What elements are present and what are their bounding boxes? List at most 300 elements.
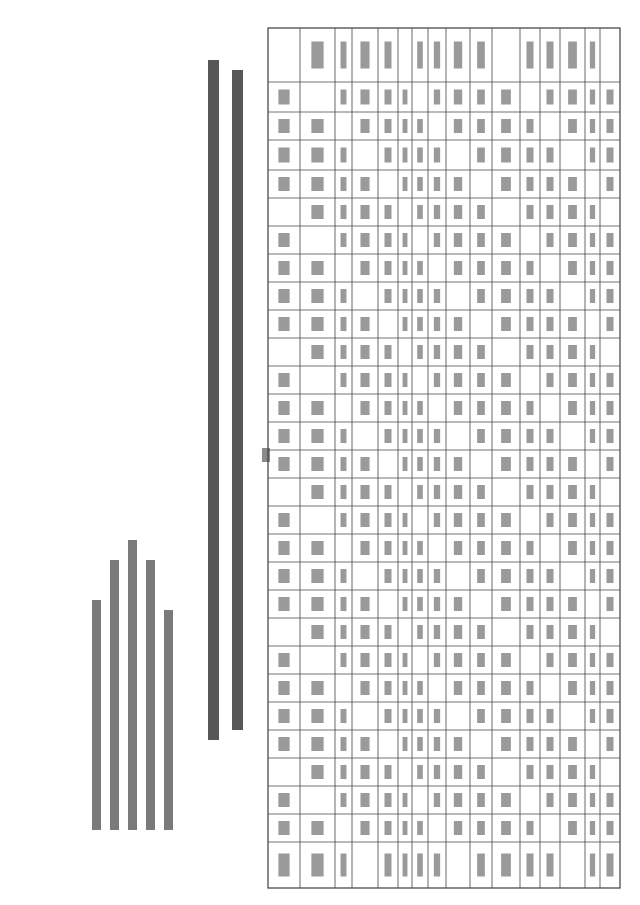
table-cell-ink <box>278 793 289 807</box>
table-cell-ink <box>454 90 462 105</box>
table-cell-ink <box>311 148 323 163</box>
table-cell-ink <box>547 737 554 751</box>
table-cell-ink <box>454 765 462 779</box>
table-cell-ink <box>590 625 595 639</box>
table-cell-ink <box>341 737 347 751</box>
table-cell-ink <box>527 119 534 133</box>
table-cell-ink <box>434 597 440 611</box>
table-cell-ink <box>501 317 511 331</box>
table-cell-ink <box>403 793 408 807</box>
table-cell-ink <box>477 681 485 695</box>
table-cell-ink <box>341 148 347 163</box>
table-cell-ink <box>360 821 369 835</box>
table-cell-ink <box>434 90 440 105</box>
table-cell-ink <box>568 485 577 499</box>
table-cell-ink <box>311 261 323 275</box>
table-cell-ink <box>590 401 595 415</box>
table-cell-ink <box>403 821 408 835</box>
table-cell-ink <box>590 429 595 443</box>
table-cell-ink <box>278 289 289 303</box>
table-cell-ink <box>590 289 595 303</box>
table-cell-ink <box>590 569 595 583</box>
table-cell-ink <box>385 42 392 69</box>
table-cell-ink <box>360 597 369 611</box>
table-cell-ink <box>311 119 323 133</box>
table-cell-ink <box>341 709 347 723</box>
table-cell-ink <box>527 457 534 471</box>
table-cell-ink <box>547 345 554 359</box>
table-cell-ink <box>527 597 534 611</box>
table-cell-ink <box>341 233 347 247</box>
table-cell-ink <box>590 653 595 667</box>
table-cell-ink <box>501 119 511 133</box>
table-cell-ink <box>547 569 554 583</box>
table-cell-ink <box>311 317 323 331</box>
table-cell-ink <box>360 261 369 275</box>
table-cell-ink <box>527 289 534 303</box>
table-cell-ink <box>434 513 440 527</box>
table-cell-ink <box>434 42 440 69</box>
table-cell-ink <box>417 457 423 471</box>
table-cell-ink <box>278 821 289 835</box>
table-cell-ink <box>311 401 323 415</box>
table-cell-ink <box>454 597 462 611</box>
table-cell-ink <box>434 653 440 667</box>
table-cell-ink <box>360 177 369 191</box>
table-cell-ink <box>311 345 323 359</box>
table-cell-ink <box>607 289 614 303</box>
table-cell-ink <box>341 625 347 639</box>
table-cell-ink <box>590 485 595 499</box>
table-cell-ink <box>434 765 440 779</box>
table-cell-ink <box>403 681 408 695</box>
table-cell-ink <box>477 401 485 415</box>
table-cell-ink <box>527 854 534 877</box>
table-cell-ink <box>341 513 347 527</box>
table-cell-ink <box>417 119 423 133</box>
table-cell-ink <box>385 513 392 527</box>
table-cell-ink <box>278 119 289 133</box>
table-cell-ink <box>590 709 595 723</box>
table-cell-ink <box>527 737 534 751</box>
table-cell-ink <box>607 90 614 105</box>
table-cell-ink <box>590 793 595 807</box>
table-cell-ink <box>527 345 534 359</box>
table-cell-ink <box>477 233 485 247</box>
table-cell-ink <box>278 569 289 583</box>
table-cell-ink <box>341 569 347 583</box>
table-cell-ink <box>547 90 554 105</box>
table-cell-ink <box>547 177 554 191</box>
table-cell-ink <box>477 429 485 443</box>
table-cell-ink <box>547 597 554 611</box>
table-cell-ink <box>568 401 577 415</box>
table-cell-ink <box>385 289 392 303</box>
table-cell-ink <box>341 42 347 69</box>
table-cell-ink <box>527 681 534 695</box>
table-cell-ink <box>403 401 408 415</box>
table-cell-ink <box>501 289 511 303</box>
table-cell-ink <box>568 513 577 527</box>
table-cell-ink <box>501 821 511 835</box>
table-cell-ink <box>547 513 554 527</box>
table-cell-ink <box>403 597 408 611</box>
table-cell-ink <box>385 653 392 667</box>
table-cell-ink <box>590 119 595 133</box>
table-cell-ink <box>607 261 614 275</box>
table-cell-ink <box>527 709 534 723</box>
table-cell-ink <box>403 261 408 275</box>
title-block <box>208 60 243 740</box>
table-cell-ink <box>547 793 554 807</box>
table-cell-ink <box>590 541 595 555</box>
table-cell-ink <box>501 793 511 807</box>
table-cell-ink <box>278 373 289 387</box>
table-cell-ink <box>278 90 289 105</box>
table-cell-ink <box>607 457 614 471</box>
table-cell-ink <box>527 261 534 275</box>
table-cell-ink <box>311 541 323 555</box>
table-cell-ink <box>527 429 534 443</box>
table-cell-ink <box>278 148 289 163</box>
table-cell-ink <box>501 261 511 275</box>
table-cell-ink <box>385 261 392 275</box>
table-cell-ink <box>417 148 423 163</box>
table-cell-ink <box>568 625 577 639</box>
table-cell-ink <box>403 148 408 163</box>
table-cell-ink <box>501 90 511 105</box>
table-cell-ink <box>385 485 392 499</box>
table-cell-ink <box>417 401 423 415</box>
table-cell-ink <box>568 597 577 611</box>
table-cell-ink <box>590 148 595 163</box>
table-cell-ink <box>547 42 554 69</box>
table-cell-ink <box>501 737 511 751</box>
table-cell-ink <box>501 177 511 191</box>
table-cell-ink <box>454 205 462 219</box>
table-cell-ink <box>590 373 595 387</box>
table-cell-ink <box>434 233 440 247</box>
table-cell-ink <box>454 681 462 695</box>
table-cell-ink <box>477 793 485 807</box>
table-cell-ink <box>454 317 462 331</box>
table-cell-ink <box>607 597 614 611</box>
table-cell-ink <box>454 42 462 69</box>
table-cell-ink <box>403 373 408 387</box>
table-cell-ink <box>403 289 408 303</box>
table-cell-ink <box>278 177 289 191</box>
table-cell-ink <box>434 625 440 639</box>
table-cell-ink <box>477 148 485 163</box>
table-cell-ink <box>360 317 369 331</box>
table-cell-ink <box>527 177 534 191</box>
table-cell-ink <box>278 653 289 667</box>
table-cell-ink <box>311 429 323 443</box>
table-cell-ink <box>568 765 577 779</box>
table-cell-ink <box>607 148 614 163</box>
table-cell-ink <box>477 541 485 555</box>
table-cell-ink <box>568 457 577 471</box>
table-cell-ink <box>417 597 423 611</box>
table-cell-ink <box>341 457 347 471</box>
table-cell-ink <box>547 148 554 163</box>
table-cell-ink <box>311 737 323 751</box>
table-cell-ink <box>454 513 462 527</box>
table-cell-ink <box>434 317 440 331</box>
table-cell-ink <box>454 177 462 191</box>
table-cell-ink <box>547 653 554 667</box>
table-cell-ink <box>360 233 369 247</box>
table-cell-ink <box>454 401 462 415</box>
table-cell-ink <box>278 317 289 331</box>
table-cell-ink <box>454 373 462 387</box>
table-cell-ink <box>434 737 440 751</box>
table-cell-ink <box>311 289 323 303</box>
table-cell-ink <box>403 737 408 751</box>
table-cell-ink <box>278 681 289 695</box>
table-cell-ink <box>278 709 289 723</box>
table-cell-ink <box>547 205 554 219</box>
table-cell-ink <box>454 821 462 835</box>
table-cell-ink <box>417 821 423 835</box>
table-cell-ink <box>385 205 392 219</box>
table-cell-ink <box>385 569 392 583</box>
table-cell-ink <box>454 653 462 667</box>
table-cell-ink <box>311 569 323 583</box>
table-cell-ink <box>360 401 369 415</box>
table-cell-ink <box>360 373 369 387</box>
table-cell-ink <box>501 597 511 611</box>
table-cell-ink <box>477 569 485 583</box>
table-cell-ink <box>385 854 392 877</box>
table-cell-ink <box>454 737 462 751</box>
table-cell-ink <box>417 709 423 723</box>
table-cell-ink <box>547 854 554 877</box>
table-cell-ink <box>360 119 369 133</box>
table-cell-ink <box>568 681 577 695</box>
table-cell-ink <box>590 854 595 877</box>
table-cell-ink <box>311 681 323 695</box>
table-cell-ink <box>434 569 440 583</box>
table-cell-ink <box>341 90 347 105</box>
table-cell-ink <box>434 148 440 163</box>
table-cell-ink <box>477 261 485 275</box>
table-cell-ink <box>607 233 614 247</box>
table-cell-ink <box>417 177 423 191</box>
table-cell-ink <box>607 317 614 331</box>
table-cell-ink <box>454 233 462 247</box>
table-cell-ink <box>360 345 369 359</box>
table-cell-ink <box>311 42 323 69</box>
table-cell-ink <box>311 205 323 219</box>
table-cell-ink <box>341 345 347 359</box>
table-cell-ink <box>278 513 289 527</box>
table-cell-ink <box>434 205 440 219</box>
table-cell-ink <box>278 597 289 611</box>
table-cell-ink <box>311 709 323 723</box>
table-cell-ink <box>527 42 534 69</box>
table-cell-ink <box>417 737 423 751</box>
table-cell-ink <box>403 119 408 133</box>
table-cell-ink <box>454 541 462 555</box>
table-cell-ink <box>547 289 554 303</box>
table-cell-ink <box>278 854 289 877</box>
table-cell-ink <box>547 373 554 387</box>
table-cell-ink <box>360 681 369 695</box>
table-cell-ink <box>568 119 577 133</box>
table-cell-ink <box>607 681 614 695</box>
table-cell-ink <box>360 513 369 527</box>
table-cell-ink <box>341 429 347 443</box>
table-cell-ink <box>434 457 440 471</box>
table-cell-ink <box>607 401 614 415</box>
table-cell-ink <box>385 373 392 387</box>
table-cell-ink <box>341 485 347 499</box>
table-cell-ink <box>568 177 577 191</box>
table-cell-ink <box>568 261 577 275</box>
table-cell-ink <box>590 42 595 69</box>
table-cell-ink <box>501 401 511 415</box>
table-cell-ink <box>278 429 289 443</box>
table-cell-ink <box>547 625 554 639</box>
table-cell-ink <box>477 765 485 779</box>
table-cell-ink <box>434 854 440 877</box>
table-cell-ink <box>568 653 577 667</box>
table-cell-ink <box>477 42 485 69</box>
table-cell-ink <box>417 42 423 69</box>
table-cell-ink <box>527 821 534 835</box>
table-cell-ink <box>590 765 595 779</box>
table-cell-ink <box>311 821 323 835</box>
table-cell-ink <box>477 709 485 723</box>
table-cell-ink <box>501 709 511 723</box>
table-cell-ink <box>360 765 369 779</box>
table-cell-ink <box>547 233 554 247</box>
table-cell-ink <box>278 541 289 555</box>
table-cell-ink <box>568 737 577 751</box>
table-cell-ink <box>360 90 369 105</box>
table-cell-ink <box>417 569 423 583</box>
table-cell-ink <box>403 709 408 723</box>
table-cell-ink <box>385 345 392 359</box>
table-cell-ink <box>607 854 614 877</box>
table-cell-ink <box>341 317 347 331</box>
table-cell-ink <box>434 177 440 191</box>
table-cell-ink <box>477 653 485 667</box>
table-cell-ink <box>607 653 614 667</box>
table-cell-ink <box>385 90 392 105</box>
table-cell-ink <box>477 205 485 219</box>
table-cell-ink <box>501 233 511 247</box>
table-cell-ink <box>403 854 408 877</box>
table-cell-ink <box>311 177 323 191</box>
table-cell-ink <box>501 854 511 877</box>
table-cell-ink <box>417 485 423 499</box>
table-cell-ink <box>477 854 485 877</box>
table-cell-ink <box>385 541 392 555</box>
table-cell-ink <box>311 854 323 877</box>
table-cell-ink <box>477 373 485 387</box>
table-cell-ink <box>434 373 440 387</box>
table-cell-ink <box>434 485 440 499</box>
table-cell-ink <box>360 205 369 219</box>
table-cell-ink <box>417 261 423 275</box>
table-cell-ink <box>341 854 347 877</box>
table-cell-ink <box>454 485 462 499</box>
table-cell-ink <box>360 42 369 69</box>
table-cell-ink <box>568 345 577 359</box>
table-cell-ink <box>477 119 485 133</box>
table-cell-ink <box>417 854 423 877</box>
table-cell-ink <box>341 653 347 667</box>
table-cell-ink <box>278 737 289 751</box>
table-cell-ink <box>607 709 614 723</box>
table-cell-ink <box>607 737 614 751</box>
table-cell-ink <box>360 653 369 667</box>
table-cell-ink <box>311 597 323 611</box>
table-cell-ink <box>403 233 408 247</box>
table-cell-ink <box>434 345 440 359</box>
table-cell-ink <box>385 401 392 415</box>
table-cell-ink <box>477 625 485 639</box>
table-cell-ink <box>385 709 392 723</box>
table-cell-ink <box>501 681 511 695</box>
table-cell-ink <box>403 429 408 443</box>
table-cell-ink <box>341 289 347 303</box>
table-cell-ink <box>341 177 347 191</box>
table-cell-ink <box>477 513 485 527</box>
table-cell-ink <box>403 90 408 105</box>
table-cell-ink <box>417 205 423 219</box>
table-cell-ink <box>590 261 595 275</box>
table-cell-ink <box>403 541 408 555</box>
table-cell-ink <box>278 401 289 415</box>
table-cell-ink <box>417 345 423 359</box>
table-cell-ink <box>385 119 392 133</box>
table-cell-ink <box>527 569 534 583</box>
table-cell-ink <box>477 90 485 105</box>
table-cell-ink <box>311 457 323 471</box>
table-cell-ink <box>607 177 614 191</box>
table-cell-ink <box>311 765 323 779</box>
table-cell-ink <box>403 653 408 667</box>
table-cell-ink <box>417 289 423 303</box>
table-cell-ink <box>403 457 408 471</box>
table-cell-ink <box>501 148 511 163</box>
table-cell-ink <box>568 373 577 387</box>
table-cell-ink <box>311 625 323 639</box>
table-cell-ink <box>477 345 485 359</box>
table-cell-ink <box>527 765 534 779</box>
table-cell-ink <box>607 541 614 555</box>
table-cell-ink <box>417 317 423 331</box>
table-cell-ink <box>590 821 595 835</box>
table-cell-ink <box>434 429 440 443</box>
table-cell-ink <box>527 205 534 219</box>
table-cell-ink <box>360 485 369 499</box>
table-cell-ink <box>341 597 347 611</box>
table-cell-ink <box>568 205 577 219</box>
table-cell-ink <box>527 148 534 163</box>
table-cell-ink <box>527 625 534 639</box>
table-cell-ink <box>341 205 347 219</box>
table-cell-ink <box>527 317 534 331</box>
table-cell-ink <box>607 793 614 807</box>
table-cell-ink <box>385 681 392 695</box>
table-cell-ink <box>434 289 440 303</box>
table-cell-ink <box>501 429 511 443</box>
table-cell-ink <box>278 233 289 247</box>
